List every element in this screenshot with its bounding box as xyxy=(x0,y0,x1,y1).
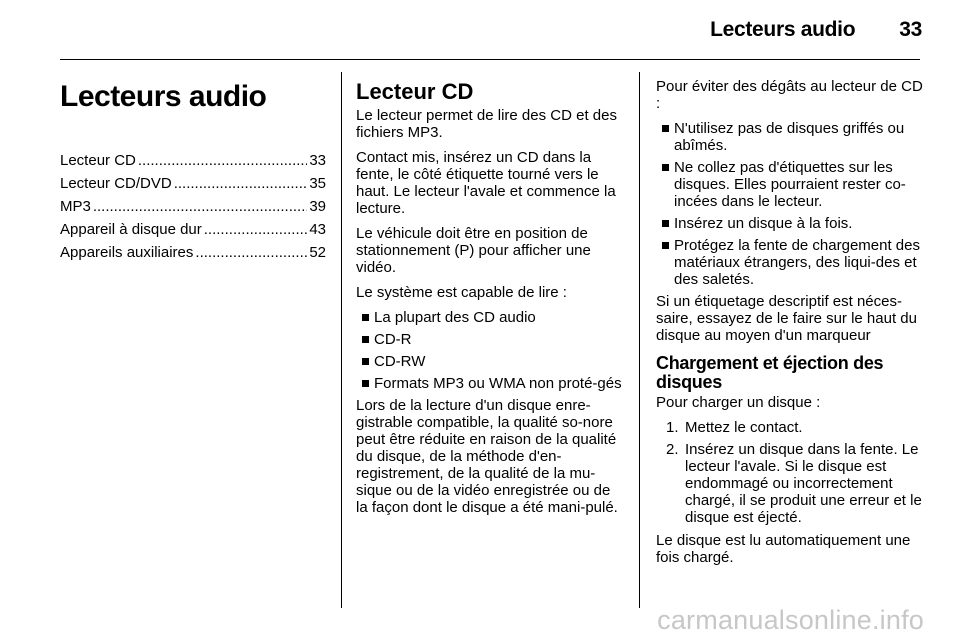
toc-column xyxy=(60,78,326,267)
page-number: 33 xyxy=(899,18,922,41)
toc-entry-page: 35 xyxy=(309,175,326,192)
step-number: 1. xyxy=(666,419,679,436)
list-item xyxy=(656,441,924,526)
subsection-title: Chargement et éjection des disques xyxy=(656,353,884,392)
toc-entry-page: 43 xyxy=(309,221,326,238)
column-divider-2 xyxy=(639,72,640,608)
paragraph: Contact mis, insérez un CD dans la fente, le côté étiquette tourné vers le haut. Le lecteur l'avale et commence la lecture. xyxy=(356,149,616,217)
paragraph: Le disque est lu automatiquement une fois chargé. xyxy=(656,532,911,566)
cd-player-column xyxy=(356,80,624,524)
column-divider-1 xyxy=(341,72,342,608)
header-rule xyxy=(60,59,920,60)
step-list xyxy=(656,419,924,526)
toc-leader-dots xyxy=(174,175,308,192)
toc-leader-dots xyxy=(93,198,307,215)
paragraph: Lors de la lecture d'un disque enre-gistrable compatible, la qualité so-nore peut être réduite en raison de la qualité du disque, de la méthode d'en-registrement, de la qualité de la mu-sique ou de la vidéo enregistrée ou de la façon dont le disque a été mani-pulé. xyxy=(356,397,618,516)
step-text: Insérez un disque dans la fente. Le lecteur l'avale. Si le disque est endommagé ou incorrectement chargé, il se produit une erreur et le disque est éjecté. xyxy=(685,441,922,526)
list-item: CD-R xyxy=(356,331,624,348)
paragraph: Si un étiquetage descriptif est néces-saire, essayez de le faire sur le haut du disque au moyen d'un marqueur xyxy=(656,293,917,344)
disc-care-column xyxy=(656,78,924,574)
watermark: carmanualsonline.info xyxy=(657,605,924,635)
toc-entry[interactable] xyxy=(60,152,326,169)
format-list xyxy=(356,309,624,392)
toc-entry-page: 52 xyxy=(309,244,326,261)
list-item: CD-RW xyxy=(356,353,624,370)
toc-entry-label: Appareils auxiliaires xyxy=(60,244,194,261)
paragraph: Pour charger un disque : xyxy=(656,394,821,411)
step-number: 2. xyxy=(666,441,679,458)
toc-entry[interactable] xyxy=(60,175,326,192)
list-item: Insérez un disque à la fois. xyxy=(656,215,924,232)
step-text: Mettez le contact. xyxy=(685,419,803,436)
toc-entry-label: Lecteur CD/DVD xyxy=(60,175,172,192)
running-header xyxy=(710,18,922,42)
paragraph: Le système est capable de lire : xyxy=(356,284,567,301)
care-list xyxy=(656,120,924,288)
list-item: Protégez la fente de chargement des matériaux étrangers, des liqui-des et des saletés. xyxy=(656,237,924,288)
list-item: N'utilisez pas de disques griffés ou abîmés. xyxy=(656,120,924,154)
section-title: Lecteur CD xyxy=(356,79,474,104)
toc-entry[interactable] xyxy=(60,198,326,215)
paragraph: Pour éviter des dégâts au lecteur de CD : xyxy=(656,78,923,112)
header-title: Lecteurs audio xyxy=(710,18,856,41)
toc-leader-dots xyxy=(138,152,307,169)
list-item: La plupart des CD audio xyxy=(356,309,624,326)
toc-entry-label: Lecteur CD xyxy=(60,152,136,169)
toc-list xyxy=(60,152,326,261)
toc-entry-label: MP3 xyxy=(60,198,91,215)
list-item: Formats MP3 ou WMA non proté-gés xyxy=(356,375,624,392)
toc-leader-dots xyxy=(195,244,307,261)
list-item xyxy=(656,419,924,436)
paragraph: Le véhicule doit être en position de stationnement (P) pour afficher une vidéo. xyxy=(356,225,591,276)
toc-entry-page: 33 xyxy=(309,152,326,169)
list-item: Ne collez pas d'étiquettes sur les disques. Elles pourraient rester co-incées dans le lecteur. xyxy=(656,159,924,210)
toc-entry[interactable] xyxy=(60,244,326,261)
toc-leader-dots xyxy=(204,221,308,238)
toc-entry[interactable] xyxy=(60,221,326,238)
paragraph: Le lecteur permet de lire des CD et des fichiers MP3. xyxy=(356,107,617,141)
chapter-title: Lecteurs audio xyxy=(60,80,267,113)
toc-entry-label: Appareil à disque dur xyxy=(60,221,202,238)
toc-entry-page: 39 xyxy=(309,198,326,215)
